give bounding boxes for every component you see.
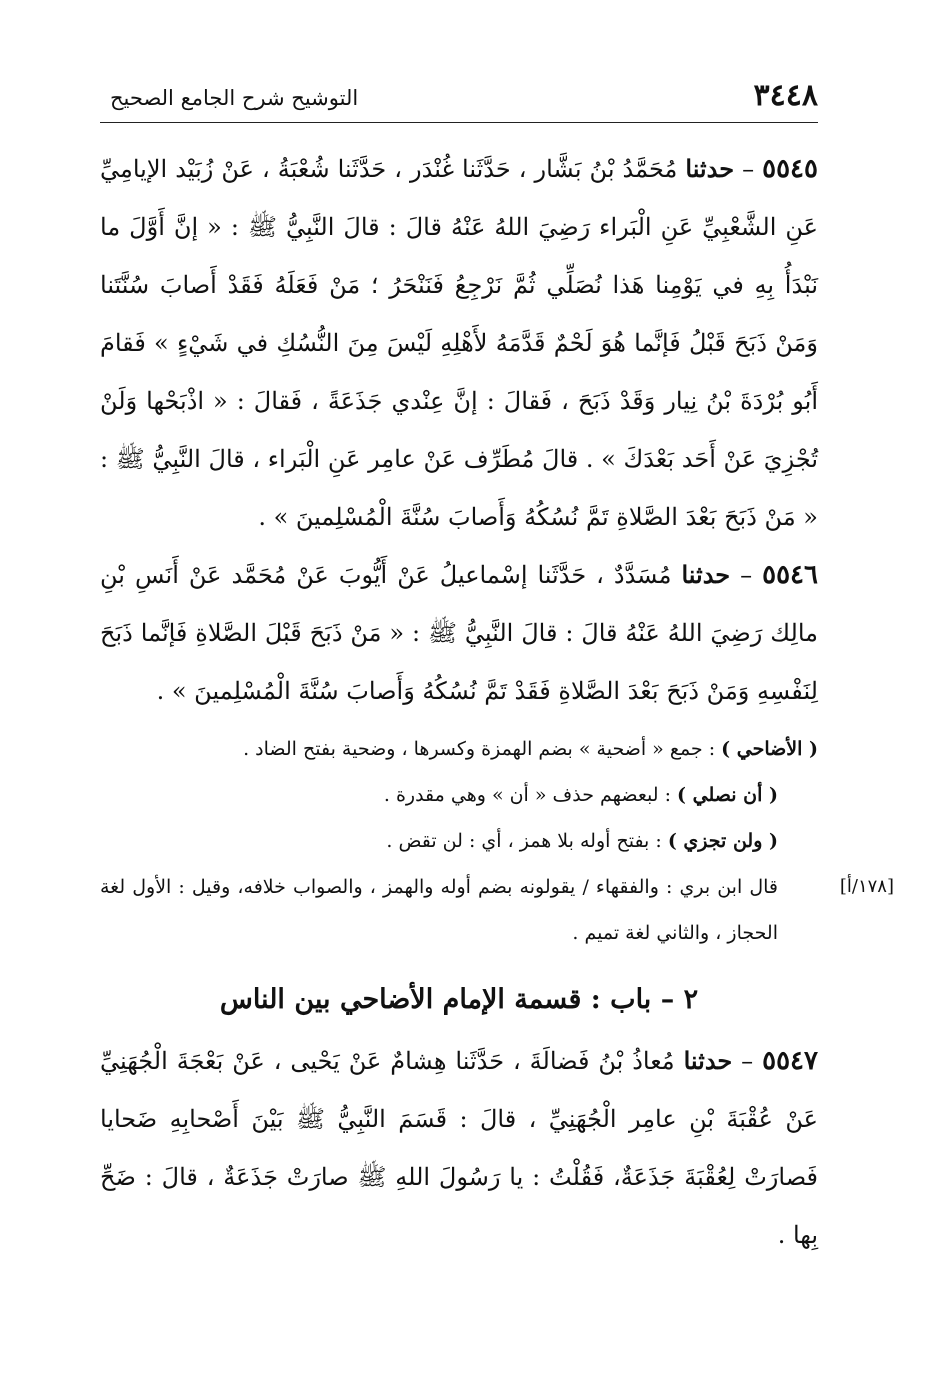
page-body (100, 140, 894, 1264)
hadith-5545: ٥٥٤٥ – حدثنا مُحَمَّدُ بْنُ بَشَّار ، حَدَّثَنا غُنْدَر ، حَدَّثَنا شُعْبَةُ ، عَنْ زُبَيْد الإيامِيِّ عَنِ الشَّعْبِيِّ عَنِ الْبَراء رَضِيَ اللهُ عَنْهُ قالَ : قالَ النَّبِيُّ ﷺ : « إنَّ أَوَّلَ ما نَبْدَأُ بِهِ في يَوْمِنا هَذا نُصَلِّي ثُمَّ نَرْجِعُ فَنَنْحَرُ ؛ مَنْ فَعَلَهُ فَقَدْ أَصابَ سُنَّتَنا وَمَنْ ذَبَحَ قَبْلُ فَإنَّما هُوَ لَحْمٌ قَدَّمَهُ لأَهْلِهِ لَيْسَ مِنَ النُّسُكِ في شَيْءٍ » فَقامَ أَبُو بُرْدَةَ بْنُ نِيار وَقَدْ ذَبَحَ ، فَقالَ : إنَّ عِنْدي جَذَعَةً ، فَقالَ : « اذْبَحْها وَلَنْ تُجْزِيَ عَنْ أَحَد بَعْدَكَ » . قالَ مُطَرِّف عَنْ عامِر عَنِ الْبَراء ، قالَ النَّبِيُّ ﷺ : « مَنْ ذَبَحَ بَعْدَ الصَّلاةِ تَمَّ نُسُكُهُ وَأَصابَ سُنَّةَ الْمُسْلِمينَ » . (100, 154, 819, 531)
note-ibn-barri (100, 864, 894, 956)
hadith-lead: حدثنا (681, 560, 731, 589)
note-text: : لبعضهم حذف « أن » وهي مقدرة . (383, 784, 678, 806)
hadith-number: ٥٥٤٥ (762, 154, 818, 184)
hadith-text: مُحَمَّدُ بْنُ بَشَّار ، حَدَّثَنا غُنْدَر ، حَدَّثَنا شُعْبَةُ ، عَنْ زُبَيْد الإيامِيِّ عَنِ الشَّعْبِيِّ عَنِ الْبَراء رَضِيَ اللهُ عَنْهُ قالَ : قالَ النَّبِيُّ ﷺ : « إنَّ أَوَّلَ ما نَبْدَأُ بِهِ في يَوْمِنا هَذا نُصَلِّي ثُمَّ نَرْجِعُ فَنَنْحَرُ ؛ مَنْ فَعَلَهُ فَقَدْ أَصابَ سُنَّتَنا وَمَنْ ذَبَحَ قَبْلُ فَإنَّما هُوَ لَحْمٌ قَدَّمَهُ لأَهْلِهِ لَيْسَ مِنَ النُّسُكِ في شَيْءٍ » فَقامَ أَبُو بُرْدَةَ بْنُ نِيار وَقَدْ ذَبَحَ ، فَقالَ : إنَّ عِنْدي جَذَعَةً ، فَقالَ : « اذْبَحْها وَلَنْ تُجْزِيَ عَنْ أَحَد بَعْدَكَ » . قالَ مُطَرِّف عَنْ عامِر عَنِ الْبَراء ، قالَ النَّبِيُّ ﷺ : « مَنْ ذَبَحَ بَعْدَ الصَّلاةِ تَمَّ نُسُكُهُ وَأَصابَ سُنَّةَ الْمُسْلِمينَ » . (100, 155, 819, 531)
note-term: ( الأضاحي ) (721, 738, 818, 760)
hadith-5546: ٥٥٤٦ – حدثنا مُسَدَّدٌ ، حَدَّثَنا إسْماعيلُ عَنْ أَيُّوبَ عَنْ مُحَمَّد عَنْ أَنَسِ بْنِ مالِك رَضِيَ اللهُ عَنْهُ قالَ : قالَ النَّبِيُّ ﷺ : « مَنْ ذَبَحَ قَبْلَ الصَّلاةِ فَإنَّما ذَبَحَ لِنَفْسِهِ وَمَنْ ذَبَحَ بَعْدَ الصَّلاةِ فَقَدْ تَمَّ نُسُكُهُ وَأَصابَ سُنَّةَ الْمُسْلِمينَ » . (100, 560, 818, 705)
hadith-text: مُعاذُ بْنُ فَضالَةَ ، حَدَّثَنا هِشامٌ عَنْ يَحْيى ، عَنْ بَعْجَةَ الْجُهَنِيِّ عَنْ عُقْبَةَ بْنِ عامِر الْجُهَنِيِّ ، قالَ : قَسَمَ النَّبِيُّ ﷺ بَيْنَ أَصْحابِهِ ضَحايا فَصارَتْ لِعُقْبَةَ جَذَعَةٌ، فَقُلْتُ : يا رَسُولَ اللهِ ﷺ صارَتْ جَذَعَةٌ ، قالَ : ضَحِّ بِها . (100, 1047, 818, 1249)
note-wa-lan-tujzi (100, 818, 818, 864)
page-number: ٣٤٤٨ (753, 78, 818, 113)
hadith-text: مُسَدَّدٌ ، حَدَّثَنا إسْماعيلُ عَنْ أَيُّوبَ عَنْ مُحَمَّد عَنْ أَنَسِ بْنِ مالِك رَضِيَ اللهُ عَنْهُ قالَ : قالَ النَّبِيُّ ﷺ : « مَنْ ذَبَحَ قَبْلَ الصَّلاةِ فَإنَّما ذَبَحَ لِنَفْسِهِ وَمَنْ ذَبَحَ بَعْدَ الصَّلاةِ فَقَدْ تَمَّ نُسُكُهُ وَأَصابَ سُنَّةَ الْمُسْلِمينَ » . (100, 561, 818, 705)
running-title: التوشيح شرح الجامع الصحيح (110, 86, 359, 110)
hadith-5547: ٥٥٤٧ – حدثنا مُعاذُ بْنُ فَضالَةَ ، حَدَّثَنا هِشامٌ عَنْ يَحْيى ، عَنْ بَعْجَةَ الْجُهَنِيِّ عَنْ عُقْبَةَ بْنِ عامِر الْجُهَنِيِّ ، قالَ : قَسَمَ النَّبِيُّ ﷺ بَيْنَ أَصْحابِهِ ضَحايا فَصارَتْ لِعُقْبَةَ جَذَعَةٌ، فَقُلْتُ : يا رَسُولَ اللهِ ﷺ صارَتْ جَذَعَةٌ ، قالَ : ضَحِّ بِها . (100, 1046, 818, 1249)
hadith-lead: حدثنا (683, 1046, 733, 1075)
manuscript-folio-ref: [١٧٨/أ] (839, 876, 894, 897)
page-header (100, 78, 818, 123)
hadith-lead: حدثنا (685, 154, 735, 183)
note-text: قال ابن بري : والفقهاء / يقولونه بضم أوله والهمز ، والصواب خلافه، وقيل : الأول لغة الحجاز ، والثاني لغة تميم . (100, 876, 778, 944)
note-term: ( أن نصلي ) (677, 784, 778, 806)
note-adahi (100, 726, 818, 772)
note-text: : بفتح أوله بلا همز ، أي : لن تقض . (386, 830, 668, 852)
hadith-number: ٥٥٤٧ (762, 1046, 818, 1076)
note-an-nusalli (100, 772, 818, 818)
commentary-notes (100, 726, 894, 956)
chapter-heading: ٢ – باب : قسمة الإمام الأضاحي بين الناس (219, 984, 699, 1015)
hadith-number: ٥٥٤٦ (762, 560, 818, 590)
note-text: : جمع « أضحية » بضم الهمزة وكسرها ، وضحية بفتح الضاد . (243, 738, 722, 760)
note-term: ( ولن تجزي ) (667, 830, 778, 852)
